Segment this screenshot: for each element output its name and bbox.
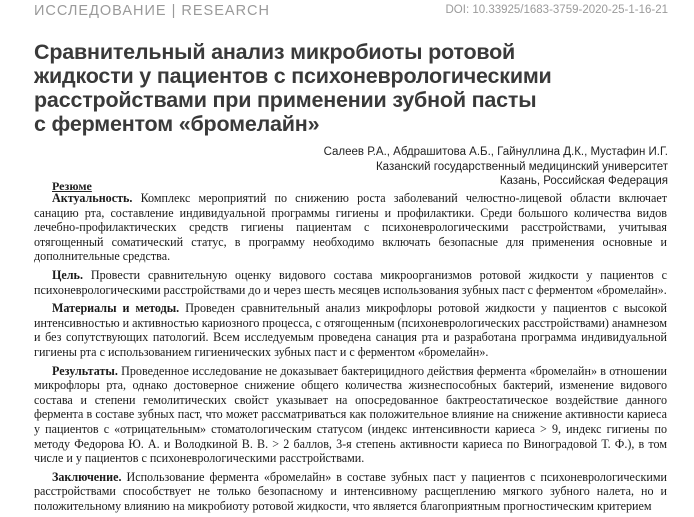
methods-label: Материалы и методы. [52,301,180,316]
abstract-conclusion [34,470,667,514]
authors: Салеев Р.А., Абдрашитова А.Б., Гайнуллина Д.К., Мустафин И.Г. [323,146,668,158]
article-title [34,40,674,136]
relevance-label: Актуальность. [52,191,133,205]
doi-link[interactable]: DOI: 10.33925/1683-3759-2020-25-1-16-21 [445,4,668,16]
relevance-text: Комплекс мероприятий по снижению роста заболеваний челюстно-лицевой области включает санацию рта, составление индивидуальной программы гигиены и профилактики. Среди большого количества видов лечебно-профилактических средств гигиены пациентам с психоневрологическими расстройствами, учитывая отягощенный соматический статус, в программу необходимо включать безопасные для применения основные и дополнительные средства. [34,191,667,264]
section-label: ИССЛЕДОВАНИЕ | RESEARCH [34,3,270,19]
title-line: расстройствами при применении зубной пасты [34,88,537,112]
abstract-goal [34,268,667,297]
abstract-results [34,364,667,466]
goal-label: Цель. [52,267,83,282]
results-text: Проведенное исследование не доказывает бактерицидного действия фермента «бромелайн» в отношении микрофлоры рта, однако достоверное снижение общего количества жизнеспособных бактерий, изменение видового состава и степени гемолитических свойст указывает на опосредованное бактреостатическое воздействие данного фермента в составе зубных паст, что может рассматриваться как положительное влияние на снижение активности кариеса у пациентов с «отрицательным» стоматологическим статусом (индекс интенсивности кариеса > 9, индекс гигиены по методу Федорова Ю. А. и Володкиной В. В. > 2 баллов, 3-я степень активности кариеса по Виноградовой Т. Ф.), в том числе и у пациентов с психоневрологическими расстройствами. [34,363,667,466]
abstract-relevance [34,191,667,264]
author-block [324,145,668,189]
title-line: с ферментом «бромелайн» [34,112,320,136]
title-line: Сравнительный анализ микробиоты ротовой [34,40,516,64]
title-line: жидкости у пациентов с психоневрологическими [34,64,552,88]
results-label: Результаты. [52,363,118,378]
methods-text: Проведен сравнительный анализ микрофлоры ротовой жидкости у пациентов с высокой интенсивностью и активностью кариозного процесса, с отягощенным (психоневрологических расстройствами) анамнезом и без сопутствующих патологий. Всем исследуемым проведена санация рта и разработана программа индивидуальной гигиены рта с использованием гигиенических зубных паст и с ферментом «бромелайн». [34,301,668,359]
conclusion-text: Использование фермента «бромелайн» в составе зубных паст у пациентов с психоневрологическими расстройствами способствует не только безопасному и интенсивному расщеплению мягкого зубного налета, но и положительному влиянию на микробиоту ротовой жидкости, что является благоприятным прогностическим критерием [34,469,667,513]
abstract-methods [34,301,667,359]
goal-text: Провести сравнительную оценку видового состава микроорганизмов ротовой жидкости у пациентов с психоневрологическими расстройствами до и через шесть месяцев использования зубных паст с ферментом «бромелайн». [34,267,667,297]
resume-heading: Резюме [52,179,92,193]
page-header [0,0,694,22]
affiliation: Казанский государственный медицинский университет [375,160,668,173]
abstract [34,191,667,517]
conclusion-label: Заключение. [52,469,122,484]
location: Казань, Российская Федерация [499,175,668,187]
